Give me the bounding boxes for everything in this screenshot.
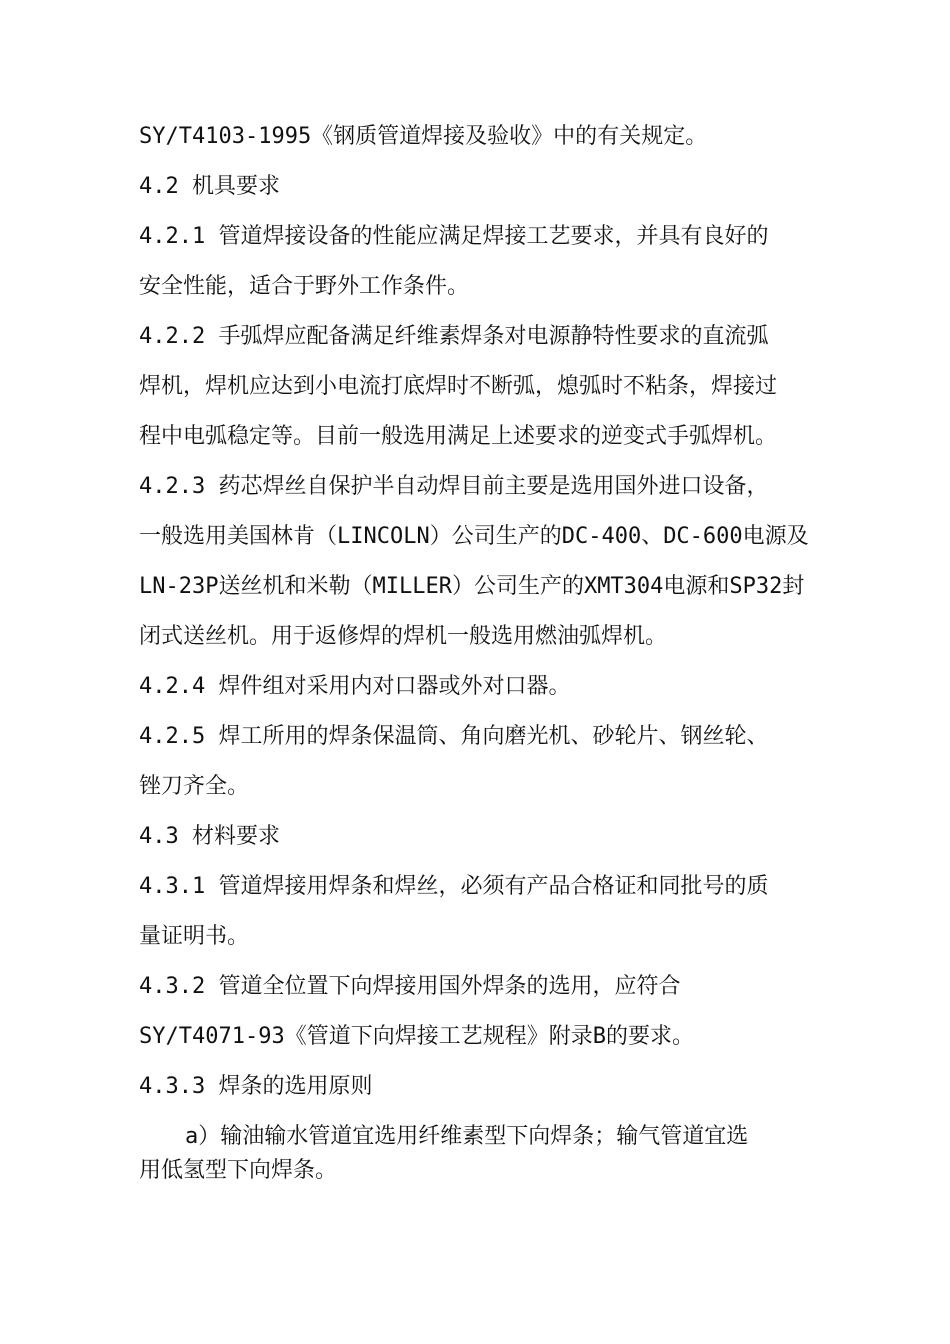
section-heading-4-3: 4.3 材料要求 <box>139 824 280 849</box>
text-line-18: 4.3.2 管道全位置下向焊接用国外焊条的选用，应符合 <box>139 974 681 999</box>
text-line-14: 锉刀齐全。 <box>139 774 250 799</box>
text-line-19: SY/T4071-93《管道下向焊接工艺规程》附录B的要求。 <box>139 1024 694 1049</box>
text-line-12: 4.2.4 焊件组对采用内对口器或外对口器。 <box>139 674 571 699</box>
text-line-3: 4.2.1 管道焊接设备的性能应满足焊接工艺要求，并具有良好的 <box>139 224 769 249</box>
text-line-7: 程中电弧稳定等。目前一般选用满足上述要求的逆变式手弧焊机。 <box>139 424 778 449</box>
section-heading-4-2: 4.2 机具要求 <box>139 174 280 199</box>
text-line-13: 4.2.5 焊工所用的焊条保温筒、角向磨光机、砂轮片、钢丝轮、 <box>139 724 769 749</box>
text-line-1: SY/T4103-1995《钢质管道焊接及验收》中的有关规定。 <box>139 124 708 149</box>
text-line-16: 4.3.1 管道焊接用焊条和焊丝，必须有产品合格证和同批号的质 <box>139 874 769 899</box>
text-line-6: 焊机，焊机应达到小电流打底焊时不断弧，熄弧时不粘条，焊接过 <box>139 374 778 399</box>
text-line-9: 一般选用美国林肯（LINCOLN）公司生产的DC-400、DC-600电源及 <box>139 524 809 549</box>
list-item-a: a）输油输水管道宜选用纤维素型下向焊条；输气管道宜选 <box>185 1124 749 1149</box>
text-line-20: 4.3.3 焊条的选用原则 <box>139 1074 373 1099</box>
text-line-11: 闭式送丝机。用于返修焊的焊机一般选用燃油弧焊机。 <box>139 624 668 649</box>
text-line-8: 4.2.3 药芯焊丝自保护半自动焊目前主要是选用国外进口设备， <box>139 474 769 499</box>
text-line-5: 4.2.2 手弧焊应配备满足纤维素焊条对电源静特性要求的直流弧 <box>139 324 769 349</box>
text-line-10: LN-23P送丝机和米勒（MILLER）公司生产的XMT304电源和SP32封 <box>139 574 805 599</box>
text-line-4: 安全性能，适合于野外工作条件。 <box>139 274 470 299</box>
text-line-22: 用低氢型下向焊条。 <box>139 1158 338 1183</box>
text-line-17: 量证明书。 <box>139 924 250 949</box>
